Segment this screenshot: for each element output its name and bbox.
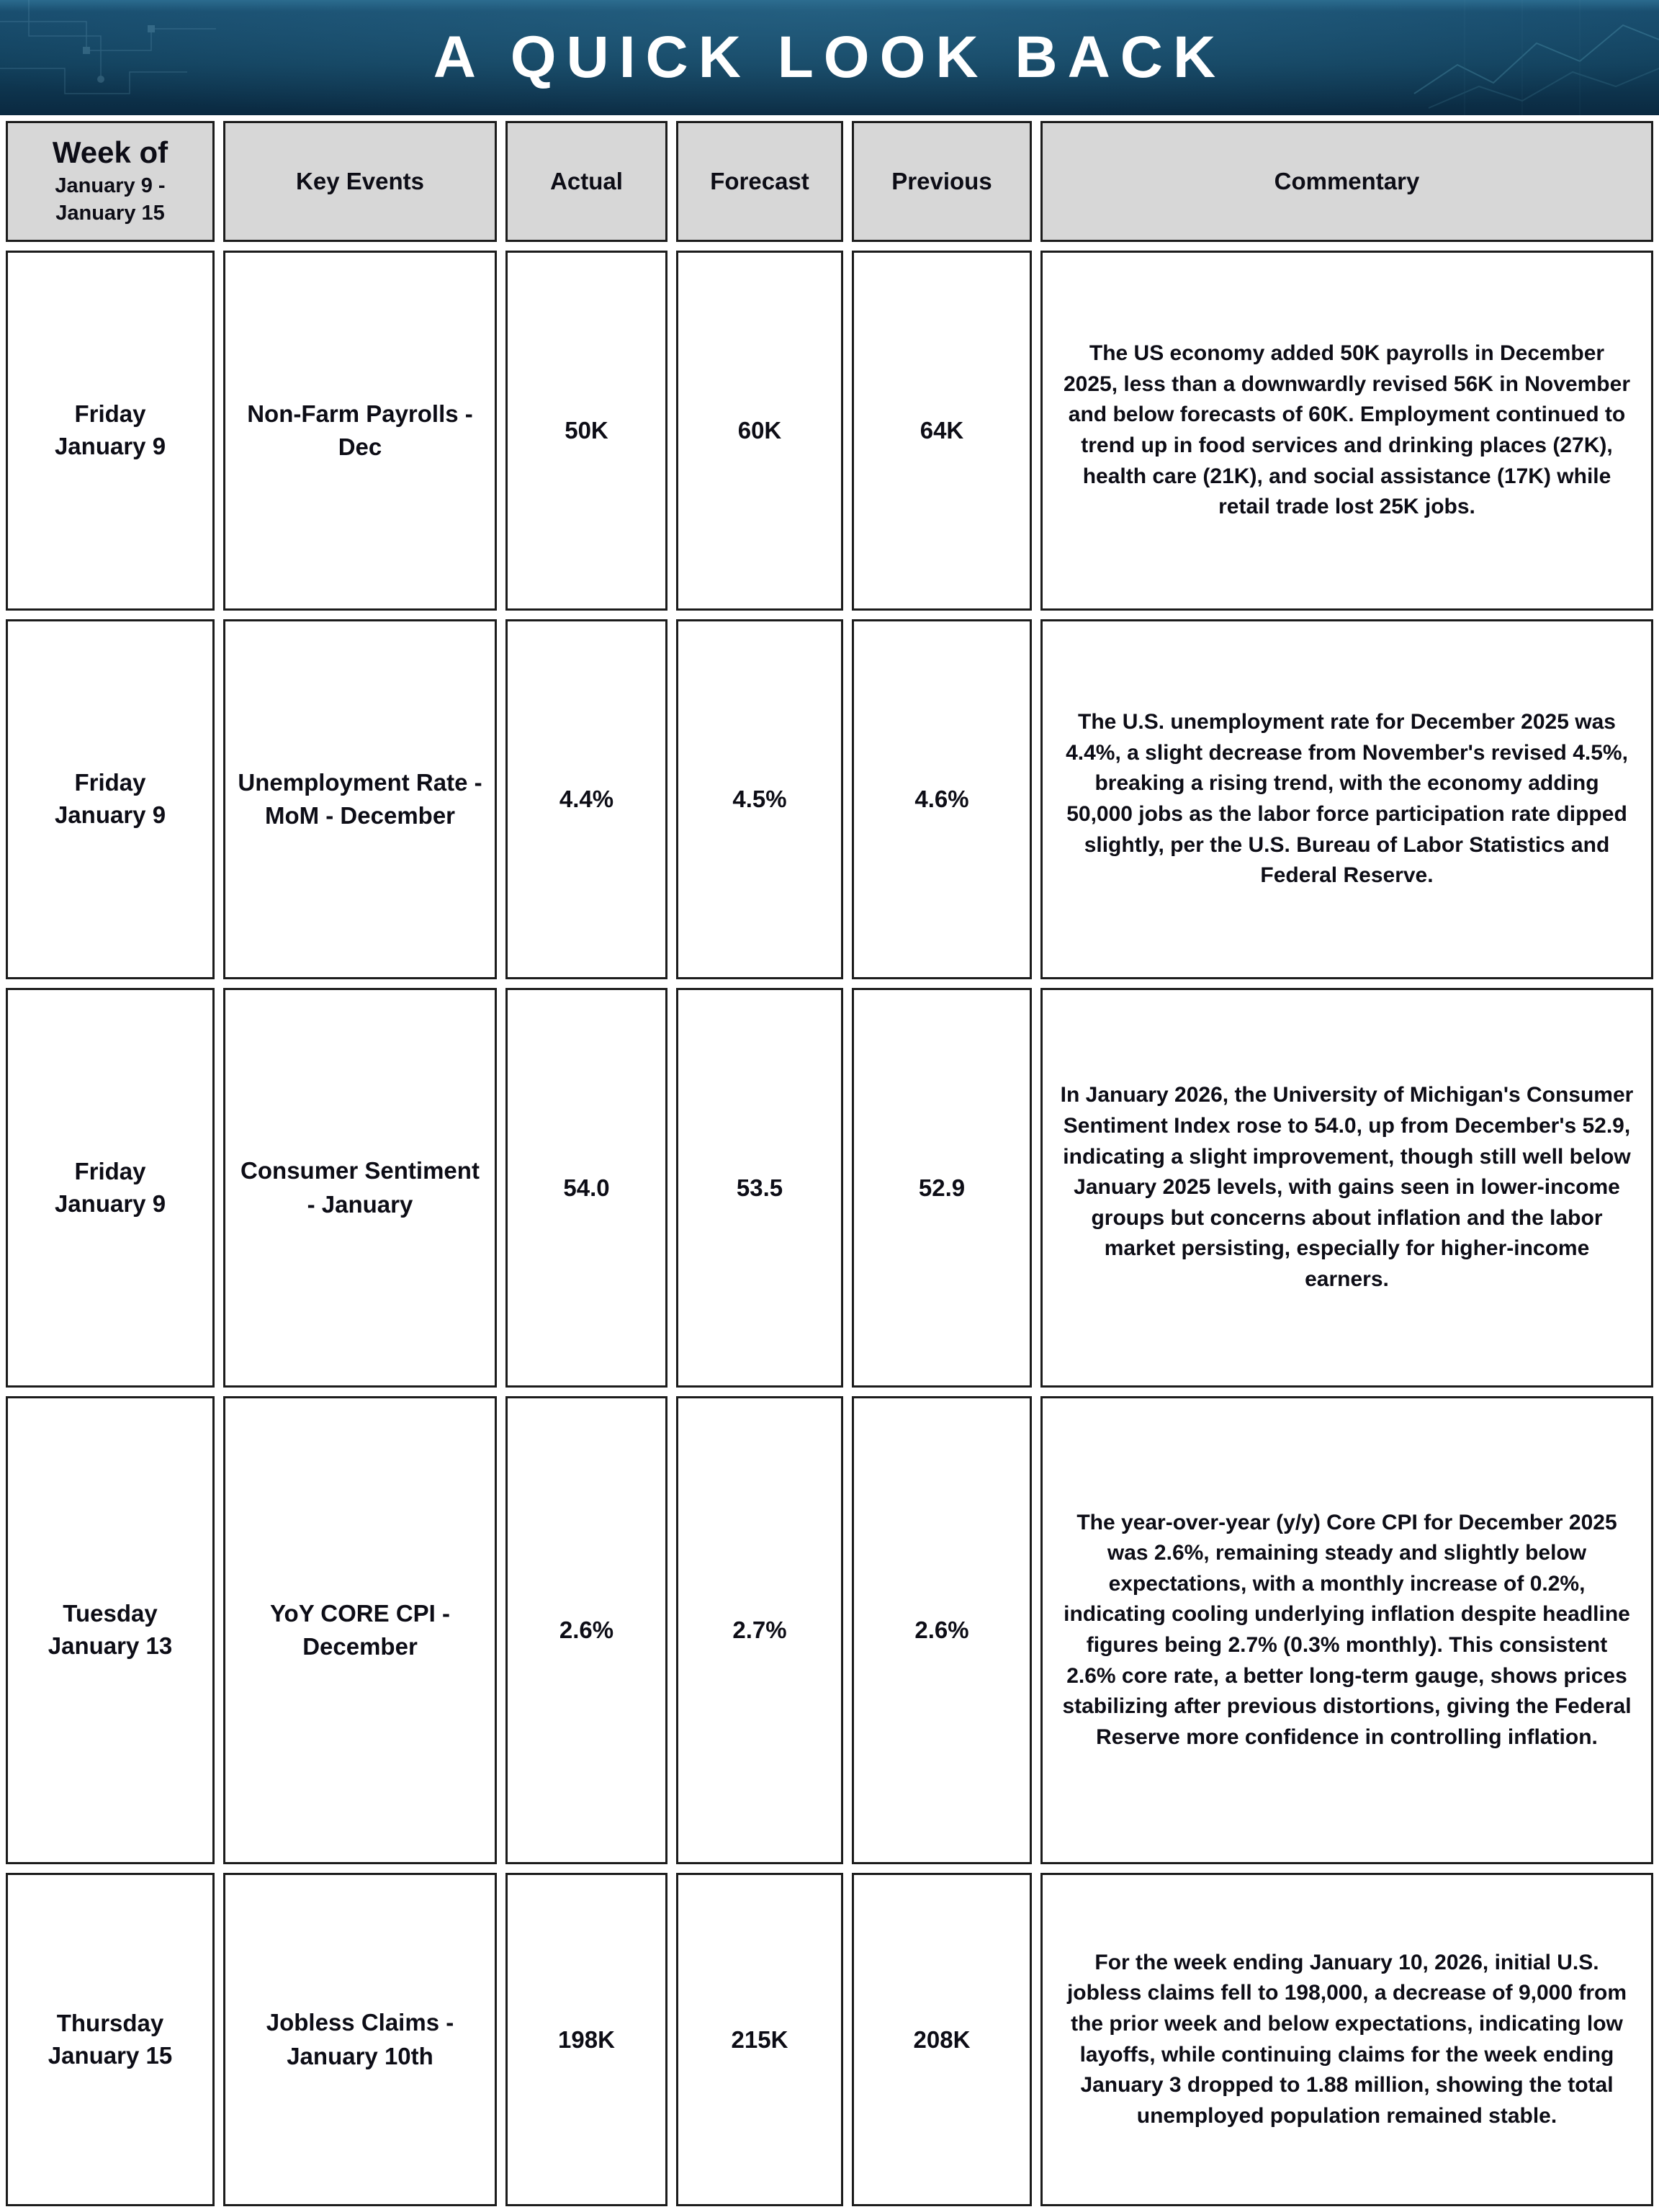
header-key-events: Key Events	[223, 121, 497, 242]
previous-value: 208K	[852, 1873, 1032, 2206]
row-date	[6, 1873, 215, 2206]
actual-value: 198K	[505, 1873, 667, 2206]
row-date	[6, 988, 215, 1388]
forecast-value: 60K	[676, 251, 843, 611]
event-name: Unemployment Rate - MoM - December	[223, 619, 497, 979]
row-date	[6, 251, 215, 611]
event-date: January 9	[54, 433, 166, 459]
actual-value: 2.6%	[505, 1396, 667, 1864]
events-table	[0, 115, 1659, 2212]
commentary-text: The U.S. unemployment rate for December 2025 was 4.4%, a slight decrease from November's revised 4.5%, breaking a rising trend, with the economy adding 50,000 jobs as the labor force participation rate dipped slightly, per the U.S. Bureau of Labor Statistics and Federal Reserve.	[1040, 619, 1653, 979]
commentary-text: The US economy added 50K payrolls in December 2025, less than a downwardly revised 56K in November and below forecasts of 60K. Employment continued to trend up in food services and drinking places (27K), health care (21K), and social assistance (17K) while retail trade lost 25K jobs.	[1040, 251, 1653, 611]
page-title: A QUICK LOOK BACK	[433, 24, 1226, 90]
event-day: Friday	[74, 400, 146, 428]
event-day: Thursday	[56, 2009, 164, 2036]
event-day: Friday	[74, 1157, 146, 1184]
event-name: Jobless Claims - January 10th	[223, 1873, 497, 2206]
actual-value: 50K	[505, 251, 667, 611]
row-date	[6, 1396, 215, 1864]
commentary-text: For the week ending January 10, 2026, initial U.S. jobless claims fell to 198,000, a decrease of 9,000 from the prior week and below expectations, indicating low layoffs, while continuing claims for the week ending January 3 dropped to 1.88 million, showing the total unemployed population remained stable.	[1040, 1873, 1653, 2206]
previous-value: 64K	[852, 251, 1032, 611]
event-name: Consumer Sentiment - January	[223, 988, 497, 1388]
header-actual: Actual	[505, 121, 667, 242]
previous-value: 52.9	[852, 988, 1032, 1388]
header-week-of	[6, 121, 215, 242]
actual-value: 54.0	[505, 988, 667, 1388]
event-date: January 9	[54, 1190, 166, 1217]
row-date	[6, 619, 215, 979]
event-day: Tuesday	[63, 1600, 158, 1627]
forecast-value: 215K	[676, 1873, 843, 2206]
week-of-label: Week of	[52, 135, 168, 170]
event-name: Non-Farm Payrolls - Dec	[223, 251, 497, 611]
header-commentary: Commentary	[1040, 121, 1653, 242]
previous-value: 4.6%	[852, 619, 1032, 979]
event-date: January 13	[48, 1632, 173, 1659]
event-date: January 9	[54, 801, 166, 828]
chart-decoration-right	[1213, 0, 1659, 115]
forecast-value: 2.7%	[676, 1396, 843, 1864]
forecast-value: 53.5	[676, 988, 843, 1388]
previous-value: 2.6%	[852, 1396, 1032, 1864]
commentary-text: The year-over-year (y/y) Core CPI for December 2025 was 2.6%, remaining steady and slightly below expectations, with a monthly increase of 0.2%, indicating cooling underlying inflation despite headline figures being 2.7% (0.3% monthly). This consistent 2.6% core rate, a better long-term gauge, shows prices stabilizing after previous distortions, giving the Federal Reserve more confidence in controlling inflation.	[1040, 1396, 1653, 1864]
event-date: January 15	[48, 2041, 173, 2069]
header-forecast: Forecast	[676, 121, 843, 242]
title-banner	[0, 0, 1659, 115]
circuit-decoration-left	[0, 0, 446, 115]
commentary-text: In January 2026, the University of Michigan's Consumer Sentiment Index rose to 54.0, up from December's 52.9, indicating a slight improvement, though still well below January 2025 levels, with gains seen in lower-income groups but concerns about inflation and the labor market persisting, especially for higher-income earners.	[1040, 988, 1653, 1388]
forecast-value: 4.5%	[676, 619, 843, 979]
event-day: Friday	[74, 769, 146, 796]
week-of-range: January 9 - January 15	[55, 174, 166, 225]
event-name: YoY CORE CPI - December	[223, 1396, 497, 1864]
header-previous: Previous	[852, 121, 1032, 242]
actual-value: 4.4%	[505, 619, 667, 979]
